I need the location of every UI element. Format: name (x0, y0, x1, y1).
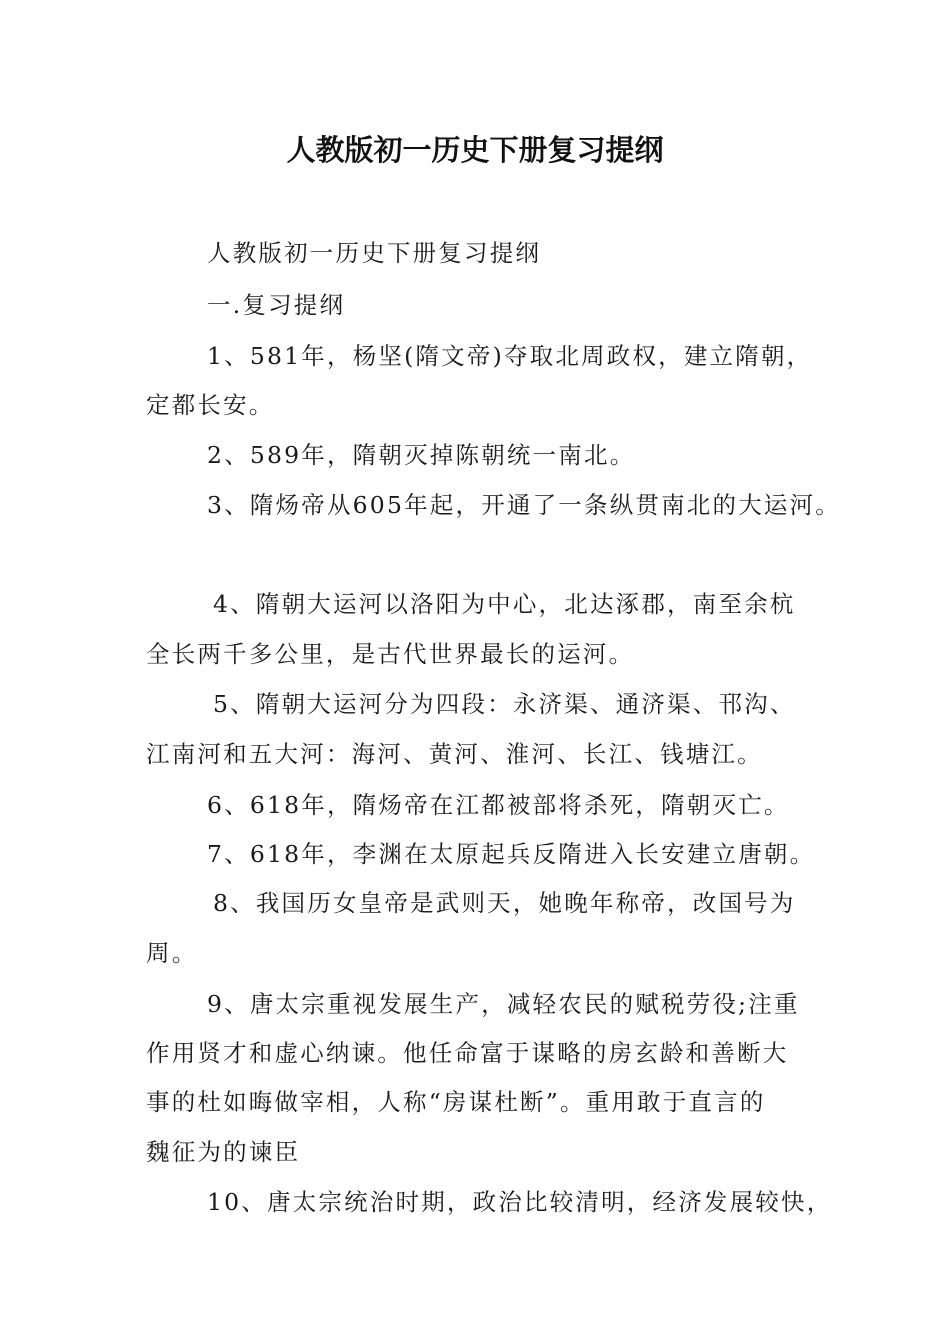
text-line: 江南河和五大河：海河、黄河、淮河、长江、钱塘江。 (146, 740, 763, 768)
text-line: 人教版初一历史下册复习提纲 (207, 239, 542, 267)
text-line: 2、589年，隋朝灭掉陈朝统一南北。 (207, 441, 636, 469)
text-line: 事的杜如晦做宰相，人称“房谋杜断”。重用敢于直言的 (146, 1088, 766, 1116)
text-line: 4、隋朝大运河以洛阳为中心，北达涿郡，南至余杭 (213, 590, 796, 618)
text-line: 3、隋炀帝从605年起，开通了一条纵贯南北的大运河。 (207, 491, 842, 519)
text-line: 一.复习提纲 (207, 291, 346, 319)
text-line: 5、隋朝大运河分为四段：永济渠、通济渠、邗沟、 (213, 690, 796, 718)
text-line: 周。 (146, 939, 198, 967)
text-line: 定都长安。 (146, 391, 275, 419)
text-line: 魏征为的谏臣 (146, 1138, 301, 1166)
text-line: 1、581年，杨坚(隋文帝)夺取北周政权，建立隋朝， (207, 342, 813, 370)
text-line: 8、我国历女皇帝是武则天，她晚年称帝，改国号为 (213, 889, 796, 917)
text-line: 9、唐太宗重视发展生产，减轻农民的赋税劳役;注重 (207, 990, 800, 1018)
text-line: 7、618年，李渊在太原起兵反隋进入长安建立唐朝。 (207, 840, 816, 868)
text-line: 10、唐太宗统治时期，政治比较清明，经济发展较快， (207, 1188, 833, 1216)
document-title: 人教版初一历史下册复习提纲 (286, 133, 664, 167)
text-line: 6、618年，隋炀帝在江都被部将杀死，隋朝灭亡。 (207, 791, 790, 819)
text-line: 全长两千多公里，是古代世界最长的运河。 (146, 640, 635, 668)
text-line: 作用贤才和虚心纳谏。他任命富于谋略的房玄龄和善断大 (146, 1039, 789, 1067)
